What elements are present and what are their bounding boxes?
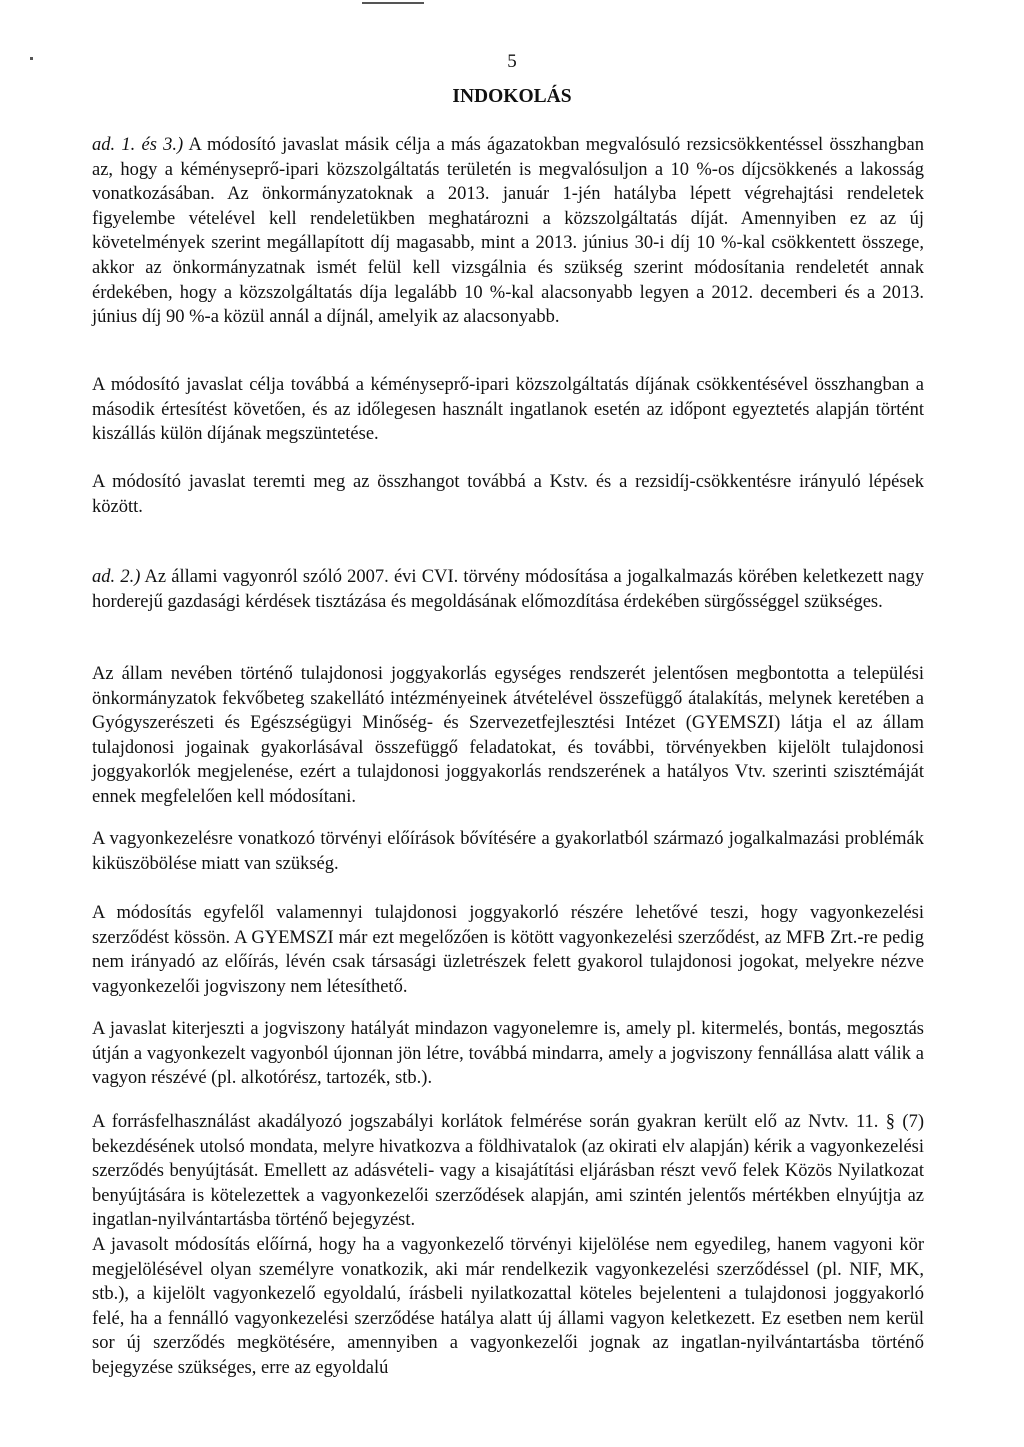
paragraph-ad-1-3: [92, 133, 924, 330]
paragraph-text: Az állami vagyonról szóló 2007. évi CVI. törvény módosítása a jogalkalmazás körében keletkezett nagy horderejű gazdasági kérdések tisztázása és megoldásának előmozdítása érdekében sürgősséggel szükséges.: [92, 567, 924, 612]
paragraph: A módosítás egyfelől valamennyi tulajdonosi joggyakorló részére lehetővé teszi, hogy vagyonkezelési szerződést kössön. A GYEMSZI már ezt megelőzően is kötött vagyonkezelési szerződést, az MFB Zrt.-re pedig nem irányadó az előírás, lévén csak társasági üzletrészek felett gyakorol tulajdonosi jogokat, melyekre nézve vagyonkezelői jogviszony nem létesíthető.: [92, 903, 924, 997]
paragraph: A módosító javaslat teremti meg az összhangot továbbá a Kstv. és a rezsidíj-csökkentésre irányuló lépések között.: [92, 472, 924, 517]
scan-artifact: [362, 2, 424, 4]
paragraph-text: A módosító javaslat másik célja a más ágazatokban megvalósuló rezsicsökkentéssel összhangban az, hogy a kéményseprő-ipari közszolgáltatás területén is megvalósuljon a 10 %-os díjcsökkenés a lakosság vonatkozásában. Az önkormányzatoknak a 2013. január 1-jén hatályba lépett végrehajtási rendeletek figyelembe vételével kell rendeletükben meghatározni a közszolgáltatás díját. Amennyiben ez az új követelmények szerint megállapított díj magasabb, mint a 2013. június 30-i díj 10 %-kal csökkentett összege, akkor az önkormányzatnak ismét felül kell vizsgálnia és szükség szerint módosítania rendeletét annak érdekében, hogy a közszolgáltatás díja legalább 10 %-kal alacsonyabb legyen a 2012. decemberi és a 2013. június díj 90 %-a közül annál a díjnál, amelyik az alacsonyabb.: [92, 135, 924, 328]
paragraph: A forrásfelhasználást akadályozó jogszabályi korlátok felmérése során gyakran került elő az Nvtv. 11. § (7) bekezdésének utolsó mondata, melyre hivatkozva a földhivatalok (az okirati elv alapján) kérik a vagyonkezelési szerződés benyújtását. Emellett az adásvételi- vagy a kisajátítási eljárásban részt vevő felek Közös Nyilatkozat benyújtására is kötelezettek a vagyonkezelői szerződések alapján, ami szintén jelentős mértékben elnyújtja az ingatlan-nyilvántartásba történő bejegyzést.: [92, 1112, 924, 1231]
paragraph: A javaslat kiterjeszti a jogviszony hatályát mindazon vagyonelemre is, amely pl. kitermelés, bontás, megosztás útján a vagyonkezelt vagyonból újonnan jön létre, továbbá mindarra, amely a jogviszony fennállása alatt válik a vagyon részévé (pl. alkotórész, tartozék, stb.).: [92, 1019, 924, 1089]
paragraph: Az állam nevében történő tulajdonosi joggyakorlás egységes rendszerét jelentősen megbontotta a települési önkormányzatok fekvőbeteg szakellátó intézményeinek átvételével összefüggő átalakítás, melynek keretében a Gyógyszerészeti és Egészségügyi Minőség- és Szervezetfejlesztési Intézet (GYEMSZI) látja el az állam tulajdonosi jogainak gyakorlásával összefüggő feladatokat, és további, törvényekben kijelölt tulajdonosi joggyakorlók megjelenése, ezért a tulajdonosi joggyakorlás rendszerének a hatályos Vtv. szerinti szisztémáját ennek megfelelően kell módosítani.: [92, 664, 924, 807]
page-number: 5: [507, 51, 517, 72]
section-heading: INDOKOLÁS: [452, 86, 572, 107]
paragraph-ad-2: [92, 565, 924, 614]
paragraph-ref: ad. 2.): [92, 567, 141, 587]
paragraph-ref: ad. 1. és 3.): [92, 135, 184, 155]
paragraph: A vagyonkezelésre vonatkozó törvényi előírások bővítésére a gyakorlatból származó jogalkalmazási problémák kiküszöbölése miatt van szükség.: [92, 829, 924, 874]
paragraph: A javasolt módosítás előírná, hogy ha a vagyonkezelő törvényi kijelölése nem egyedileg, hanem vagyoni kör megjelölésével olyan személyre vonatkozik, aki már rendelkezik vagyonkezelési szerződéssel (pl. NIF, MK, stb.), a kijelölt vagyonkezelő egyoldalú, írásbeli nyilatkozattal köteles bejelenteni a tulajdonosi joggyakorló felé, ha a fennálló vagyonkezelési szerződése hatálya alatt új állami vagyon keletkezett. Ez esetben nem kerül sor új szerződés megkötésére, amennyiben a vagyonkezelői jognak az ingatlan-nyilvántartásba történő bejegyzése szükséges, erre az egyoldalú: [92, 1235, 924, 1378]
paragraph: A módosító javaslat célja továbbá a kéményseprő-ipari közszolgáltatás díjának csökkentésével összhangban a második értesítést követően, és az időlegesen használt ingatlanok esetén az időpont egyeztetés alapján történt kiszállás külön díjának megszüntetése.: [92, 375, 924, 445]
